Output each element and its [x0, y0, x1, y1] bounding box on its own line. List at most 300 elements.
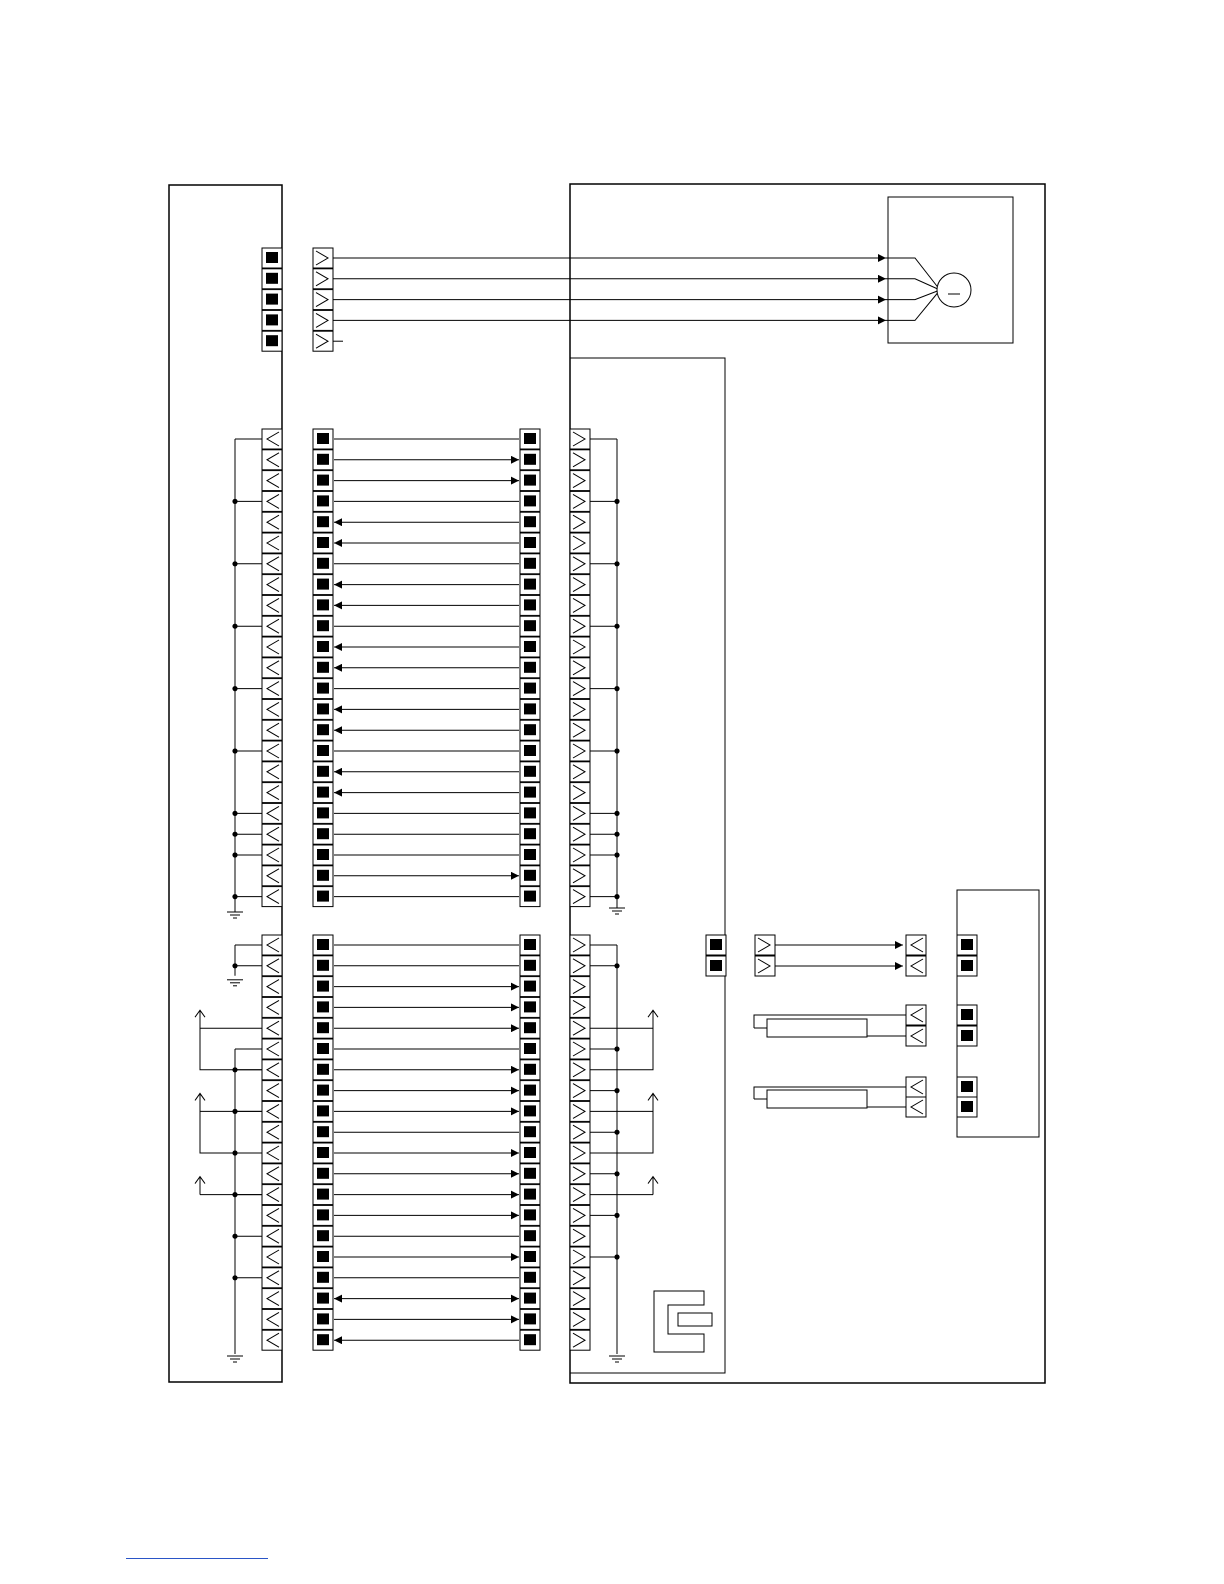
pin-fill — [317, 703, 329, 714]
pin-fill — [710, 939, 722, 950]
block-a-right-socket-pin — [570, 741, 590, 761]
block-b-left-header-pin — [313, 1185, 333, 1205]
motor-lead — [886, 279, 940, 290]
block-b-left-header-pin — [313, 1143, 333, 1163]
block-a-left-header-pin — [313, 866, 333, 886]
sub-socket-pin — [906, 956, 926, 976]
block-b-right-header-pin — [520, 956, 540, 976]
motor-lead — [886, 290, 940, 320]
block-a-left-header-pin — [313, 699, 333, 719]
block-a-left-header-pin — [313, 554, 333, 574]
sensor-icon — [654, 1291, 712, 1352]
right-junction-dot — [614, 686, 619, 691]
block-a-right-header-pin — [520, 803, 540, 823]
block-b-right-header-pin — [520, 1247, 540, 1267]
pin-fill — [317, 579, 329, 590]
block-a-right-header-pin — [520, 887, 540, 907]
block-a-left-header-pin — [313, 741, 333, 761]
pin-fill — [317, 1064, 329, 1075]
pin-fill — [317, 828, 329, 839]
supply-loop — [200, 1111, 262, 1153]
block-a-right-header-pin — [520, 595, 540, 615]
pin-fill — [317, 683, 329, 694]
block-a-left-header-pin — [313, 491, 333, 511]
block-a-left-socket-pin — [262, 762, 282, 782]
heater-element-icon — [767, 1019, 867, 1037]
block-a-left-socket-pin — [262, 803, 282, 823]
block-a-right-socket-pin — [570, 803, 590, 823]
block-b-right-socket-pin — [570, 1143, 590, 1163]
pin-fill — [317, 662, 329, 673]
control-board-outline — [570, 358, 725, 1373]
pin-fill — [317, 981, 329, 992]
block-b-left-socket-pin — [262, 1039, 282, 1059]
block-b-right-socket-pin — [570, 1122, 590, 1142]
block-a-right-socket-pin — [570, 720, 590, 740]
pin-fill — [317, 641, 329, 652]
block-b-left-header-pin — [313, 1122, 333, 1142]
block-a-right-header-pin — [520, 637, 540, 657]
block-b-right-header-pin — [520, 1164, 540, 1184]
top-socket-pin — [313, 269, 333, 289]
block-a-left-socket-pin — [262, 637, 282, 657]
left-top-header-pin — [262, 310, 282, 330]
block-a-left-header-pin — [313, 637, 333, 657]
block-b-left-socket-pin — [262, 1289, 282, 1309]
block-a-right-header-pin — [520, 429, 540, 449]
block-a-right-socket-pin — [570, 824, 590, 844]
block-b-left-socket-pin — [262, 1226, 282, 1246]
block-a-left-header-pin — [313, 824, 333, 844]
block-b-right-header-pin — [520, 935, 540, 955]
ground-icon — [227, 912, 243, 918]
right-board-outline — [570, 184, 1045, 1383]
pin-fill — [524, 683, 536, 694]
pin-fill — [524, 939, 536, 950]
block-b-left-header-pin — [313, 1101, 333, 1121]
right-junction-dot — [614, 1046, 619, 1051]
block-b-left-socket-pin — [262, 1101, 282, 1121]
block-b-right-socket-pin — [570, 1185, 590, 1205]
block-a-left-header-pin — [313, 533, 333, 553]
sub-header-pin — [957, 1077, 977, 1097]
block-b-left-socket-pin — [262, 1143, 282, 1163]
ground-icon — [609, 1356, 625, 1362]
pin-fill — [317, 1001, 329, 1012]
block-b-right-socket-pin — [570, 1081, 590, 1101]
block-b-left-header-pin — [313, 1330, 333, 1350]
motor-circle — [937, 273, 971, 307]
block-a-right-header-pin — [520, 699, 540, 719]
block-a-right-socket-pin — [570, 616, 590, 636]
right-junction-dot — [614, 852, 619, 857]
pin-fill — [317, 475, 329, 486]
block-b-left-header-pin — [313, 956, 333, 976]
pin-fill — [317, 620, 329, 631]
block-a-right-socket-pin — [570, 554, 590, 574]
sub-socket-pin — [906, 1097, 926, 1117]
right-junction-dot — [614, 832, 619, 837]
left-junction-dot — [232, 894, 237, 899]
control-header-pin — [706, 956, 726, 976]
heater-element-icon — [767, 1090, 867, 1108]
left-junction-dot — [232, 686, 237, 691]
pin-fill — [524, 1022, 536, 1033]
block-b-right-header-pin — [520, 1330, 540, 1350]
left-junction-dot — [232, 561, 237, 566]
right-junction-dot — [614, 1171, 619, 1176]
pin-fill — [524, 703, 536, 714]
block-b-right-socket-pin — [570, 1060, 590, 1080]
block-a-right-socket-pin — [570, 783, 590, 803]
left-junction-dot — [232, 499, 237, 504]
pin-fill — [317, 849, 329, 860]
pin-fill — [317, 1313, 329, 1324]
block-a-left-header-pin — [313, 512, 333, 532]
pin-fill — [317, 787, 329, 798]
block-a-left-socket-pin — [262, 679, 282, 699]
block-b-left-header-pin — [313, 1081, 333, 1101]
block-a-left-socket-pin — [262, 450, 282, 470]
left-junction-dot — [232, 1067, 237, 1072]
pin-fill — [524, 1168, 536, 1179]
right-junction-dot — [614, 1088, 619, 1093]
pin-fill — [524, 1251, 536, 1262]
block-a-left-header-pin — [313, 762, 333, 782]
connector-layer — [262, 248, 977, 1350]
sub-socket-pin — [755, 935, 775, 955]
block-b-left-header-pin — [313, 1289, 333, 1309]
block-a-left-header-pin — [313, 658, 333, 678]
pin-fill — [317, 433, 329, 444]
right-junction-dot — [614, 894, 619, 899]
sub-header-pin — [957, 1005, 977, 1025]
pin-fill — [524, 1334, 536, 1345]
block-a-left-socket-pin — [262, 699, 282, 719]
pin-fill — [317, 1168, 329, 1179]
block-b-left-socket-pin — [262, 1122, 282, 1142]
pin-fill — [524, 558, 536, 569]
block-a-right-socket-pin — [570, 866, 590, 886]
pin-fill — [961, 1009, 973, 1020]
block-b-left-socket-pin — [262, 935, 282, 955]
left-top-header-pin — [262, 248, 282, 268]
pin-fill — [317, 558, 329, 569]
block-a-left-header-pin — [313, 429, 333, 449]
block-a-right-header-pin — [520, 471, 540, 491]
ground-icon — [227, 980, 243, 986]
block-b-left-header-pin — [313, 1309, 333, 1329]
left-top-header-pin — [262, 269, 282, 289]
sub-socket-pin — [906, 1077, 926, 1097]
pin-fill — [317, 766, 329, 777]
pin-fill — [524, 1085, 536, 1096]
motor-lead — [886, 290, 940, 300]
pin-fill — [524, 1126, 536, 1137]
block-a-right-header-pin — [520, 616, 540, 636]
pin-fill — [961, 960, 973, 971]
block-a-left-header-pin — [313, 803, 333, 823]
pin-fill — [317, 454, 329, 465]
block-a-left-header-pin — [313, 575, 333, 595]
pin-fill — [266, 335, 278, 346]
pin-fill — [317, 1126, 329, 1137]
block-a-left-socket-pin — [262, 533, 282, 553]
ground-icon — [609, 908, 625, 914]
block-a-right-header-pin — [520, 679, 540, 699]
control-header-pin — [706, 935, 726, 955]
block-a-left-socket-pin — [262, 845, 282, 865]
block-a-left-socket-pin — [262, 866, 282, 886]
pin-fill — [524, 1230, 536, 1241]
block-a-left-socket-pin — [262, 471, 282, 491]
block-a-right-socket-pin — [570, 575, 590, 595]
pin-fill — [317, 939, 329, 950]
block-a-left-header-pin — [313, 616, 333, 636]
block-b-left-header-pin — [313, 1164, 333, 1184]
block-b-right-socket-pin — [570, 1039, 590, 1059]
pin-fill — [524, 620, 536, 631]
pin-fill — [524, 807, 536, 818]
block-a-left-socket-pin — [262, 658, 282, 678]
block-a-left-socket-pin — [262, 429, 282, 449]
footer-link-line[interactable] — [126, 1558, 268, 1559]
block-a-right-socket-pin — [570, 429, 590, 449]
pin-fill — [710, 960, 722, 971]
block-b-left-socket-pin — [262, 1081, 282, 1101]
block-a-right-header-pin — [520, 450, 540, 470]
sub-header-pin — [957, 1026, 977, 1046]
block-a-right-header-pin — [520, 866, 540, 886]
left-junction-dot — [232, 811, 237, 816]
right-junction-dot — [614, 1254, 619, 1259]
pin-fill — [524, 641, 536, 652]
pin-fill — [524, 1105, 536, 1116]
block-b-right-header-pin — [520, 1185, 540, 1205]
sub-socket-pin — [906, 1026, 926, 1046]
block-b-right-socket-pin — [570, 1268, 590, 1288]
motor-unit-outline — [888, 197, 1013, 343]
block-b-right-header-pin — [520, 1081, 540, 1101]
block-b-right-header-pin — [520, 997, 540, 1017]
block-b-right-header-pin — [520, 1122, 540, 1142]
block-a-left-header-pin — [313, 595, 333, 615]
block-b-right-header-pin — [520, 1268, 540, 1288]
pin-fill — [524, 1313, 536, 1324]
block-b-right-socket-pin — [570, 977, 590, 997]
block-b-right-socket-pin — [570, 1205, 590, 1225]
block-b-left-header-pin — [313, 977, 333, 997]
block-b-left-socket-pin — [262, 1205, 282, 1225]
pin-fill — [524, 579, 536, 590]
sub-socket-pin — [906, 935, 926, 955]
block-b-right-header-pin — [520, 1018, 540, 1038]
block-a-right-socket-pin — [570, 512, 590, 532]
block-b-left-header-pin — [313, 1060, 333, 1080]
pin-fill — [524, 1064, 536, 1075]
block-a-right-socket-pin — [570, 679, 590, 699]
block-b-left-header-pin — [313, 1226, 333, 1246]
block-b-left-socket-pin — [262, 1268, 282, 1288]
block-a-left-header-pin — [313, 783, 333, 803]
left-junction-dot — [232, 1109, 237, 1114]
block-a-left-socket-pin — [262, 824, 282, 844]
sub-header-pin — [957, 935, 977, 955]
block-a-right-socket-pin — [570, 450, 590, 470]
pin-fill — [524, 787, 536, 798]
block-b-left-socket-pin — [262, 1185, 282, 1205]
ground-icon — [227, 1356, 243, 1362]
block-b-left-socket-pin — [262, 1309, 282, 1329]
pin-fill — [524, 433, 536, 444]
top-socket-pin — [313, 248, 333, 268]
block-a-right-header-pin — [520, 533, 540, 553]
pin-fill — [317, 495, 329, 506]
block-b-right-socket-pin — [570, 1247, 590, 1267]
block-b-left-header-pin — [313, 1039, 333, 1059]
block-b-right-header-pin — [520, 1226, 540, 1246]
pin-fill — [317, 807, 329, 818]
block-a-left-header-pin — [313, 679, 333, 699]
pin-fill — [317, 1293, 329, 1304]
sub-socket-pin — [755, 956, 775, 976]
pin-fill — [317, 1085, 329, 1096]
block-b-right-header-pin — [520, 1289, 540, 1309]
block-b-left-socket-pin — [262, 1164, 282, 1184]
block-b-right-socket-pin — [570, 1226, 590, 1246]
pin-fill — [317, 1022, 329, 1033]
left-top-header-pin — [262, 331, 282, 351]
pin-fill — [317, 1209, 329, 1220]
block-b-right-socket-pin — [570, 997, 590, 1017]
block-b-left-header-pin — [313, 997, 333, 1017]
sensor-actuator — [678, 1313, 712, 1326]
block-a-left-socket-pin — [262, 575, 282, 595]
block-a-right-header-pin — [520, 762, 540, 782]
pin-fill — [524, 516, 536, 527]
left-junction-dot — [232, 1275, 237, 1280]
block-b-left-header-pin — [313, 1268, 333, 1288]
pin-fill — [524, 960, 536, 971]
block-a-right-header-pin — [520, 783, 540, 803]
pin-fill — [317, 1189, 329, 1200]
left-junction-dot — [232, 624, 237, 629]
right-junction-dot — [614, 624, 619, 629]
right-junction-dot — [614, 748, 619, 753]
block-a-right-socket-pin — [570, 658, 590, 678]
block-b-left-socket-pin — [262, 1330, 282, 1350]
pin-fill — [524, 1001, 536, 1012]
pin-fill — [961, 1030, 973, 1041]
block-a-left-socket-pin — [262, 887, 282, 907]
pin-fill — [524, 454, 536, 465]
block-b-right-socket-pin — [570, 956, 590, 976]
block-b-right-socket-pin — [570, 1101, 590, 1121]
block-a-right-socket-pin — [570, 637, 590, 657]
block-a-left-socket-pin — [262, 783, 282, 803]
pin-fill — [317, 1043, 329, 1054]
block-a-right-header-pin — [520, 741, 540, 761]
left-junction-dot — [232, 1192, 237, 1197]
block-b-left-socket-pin — [262, 997, 282, 1017]
left-junction-dot — [232, 963, 237, 968]
block-b-left-socket-pin — [262, 1247, 282, 1267]
block-a-left-header-pin — [313, 720, 333, 740]
pin-fill — [961, 1101, 973, 1112]
pin-fill — [524, 1043, 536, 1054]
left-junction-dot — [232, 832, 237, 837]
right-junction-dot — [614, 1213, 619, 1218]
pin-fill — [524, 766, 536, 777]
block-b-left-socket-pin — [262, 1018, 282, 1038]
block-b-left-socket-pin — [262, 956, 282, 976]
pin-fill — [524, 1293, 536, 1304]
right-junction-dot — [614, 561, 619, 566]
pin-fill — [317, 1147, 329, 1158]
block-b-right-socket-pin — [570, 1018, 590, 1038]
right-junction-dot — [614, 499, 619, 504]
block-b-right-socket-pin — [570, 1164, 590, 1184]
left-junction-dot — [232, 748, 237, 753]
top-socket-pin — [313, 290, 333, 310]
block-a-right-header-pin — [520, 491, 540, 511]
pin-fill — [524, 828, 536, 839]
block-b-right-header-pin — [520, 1101, 540, 1121]
block-a-right-socket-pin — [570, 762, 590, 782]
pin-fill — [524, 870, 536, 881]
left-junction-dot — [232, 852, 237, 857]
block-a-right-socket-pin — [570, 699, 590, 719]
pin-fill — [317, 1105, 329, 1116]
block-a-right-header-pin — [520, 554, 540, 574]
pin-fill — [961, 939, 973, 950]
left-junction-dot — [232, 1150, 237, 1155]
block-a-right-socket-pin — [570, 533, 590, 553]
block-b-right-socket-pin — [570, 935, 590, 955]
block-b-right-header-pin — [520, 1143, 540, 1163]
pin-fill — [317, 599, 329, 610]
pin-fill — [524, 599, 536, 610]
right-junction-dot — [614, 963, 619, 968]
block-b-left-socket-pin — [262, 1060, 282, 1080]
block-b-left-header-pin — [313, 935, 333, 955]
left-junction-dot — [232, 1234, 237, 1239]
block-a-right-socket-pin — [570, 471, 590, 491]
top-socket-pin — [313, 310, 333, 330]
sub-socket-pin — [906, 1005, 926, 1025]
pin-fill — [317, 724, 329, 735]
pin-fill — [317, 537, 329, 548]
block-a-right-socket-pin — [570, 595, 590, 615]
sub-header-pin — [957, 956, 977, 976]
block-a-left-header-pin — [313, 450, 333, 470]
pin-fill — [524, 891, 536, 902]
block-a-right-header-pin — [520, 720, 540, 740]
pin-fill — [317, 745, 329, 756]
pin-fill — [317, 891, 329, 902]
pin-fill — [266, 314, 278, 325]
pin-fill — [317, 1334, 329, 1345]
block-a-right-header-pin — [520, 824, 540, 844]
block-a-right-header-pin — [520, 512, 540, 532]
block-b-right-header-pin — [520, 1039, 540, 1059]
pin-fill — [524, 745, 536, 756]
pin-fill — [524, 475, 536, 486]
pin-fill — [317, 1272, 329, 1283]
pin-fill — [524, 1272, 536, 1283]
block-a-left-header-pin — [313, 845, 333, 865]
sub-header-pin — [957, 1097, 977, 1117]
